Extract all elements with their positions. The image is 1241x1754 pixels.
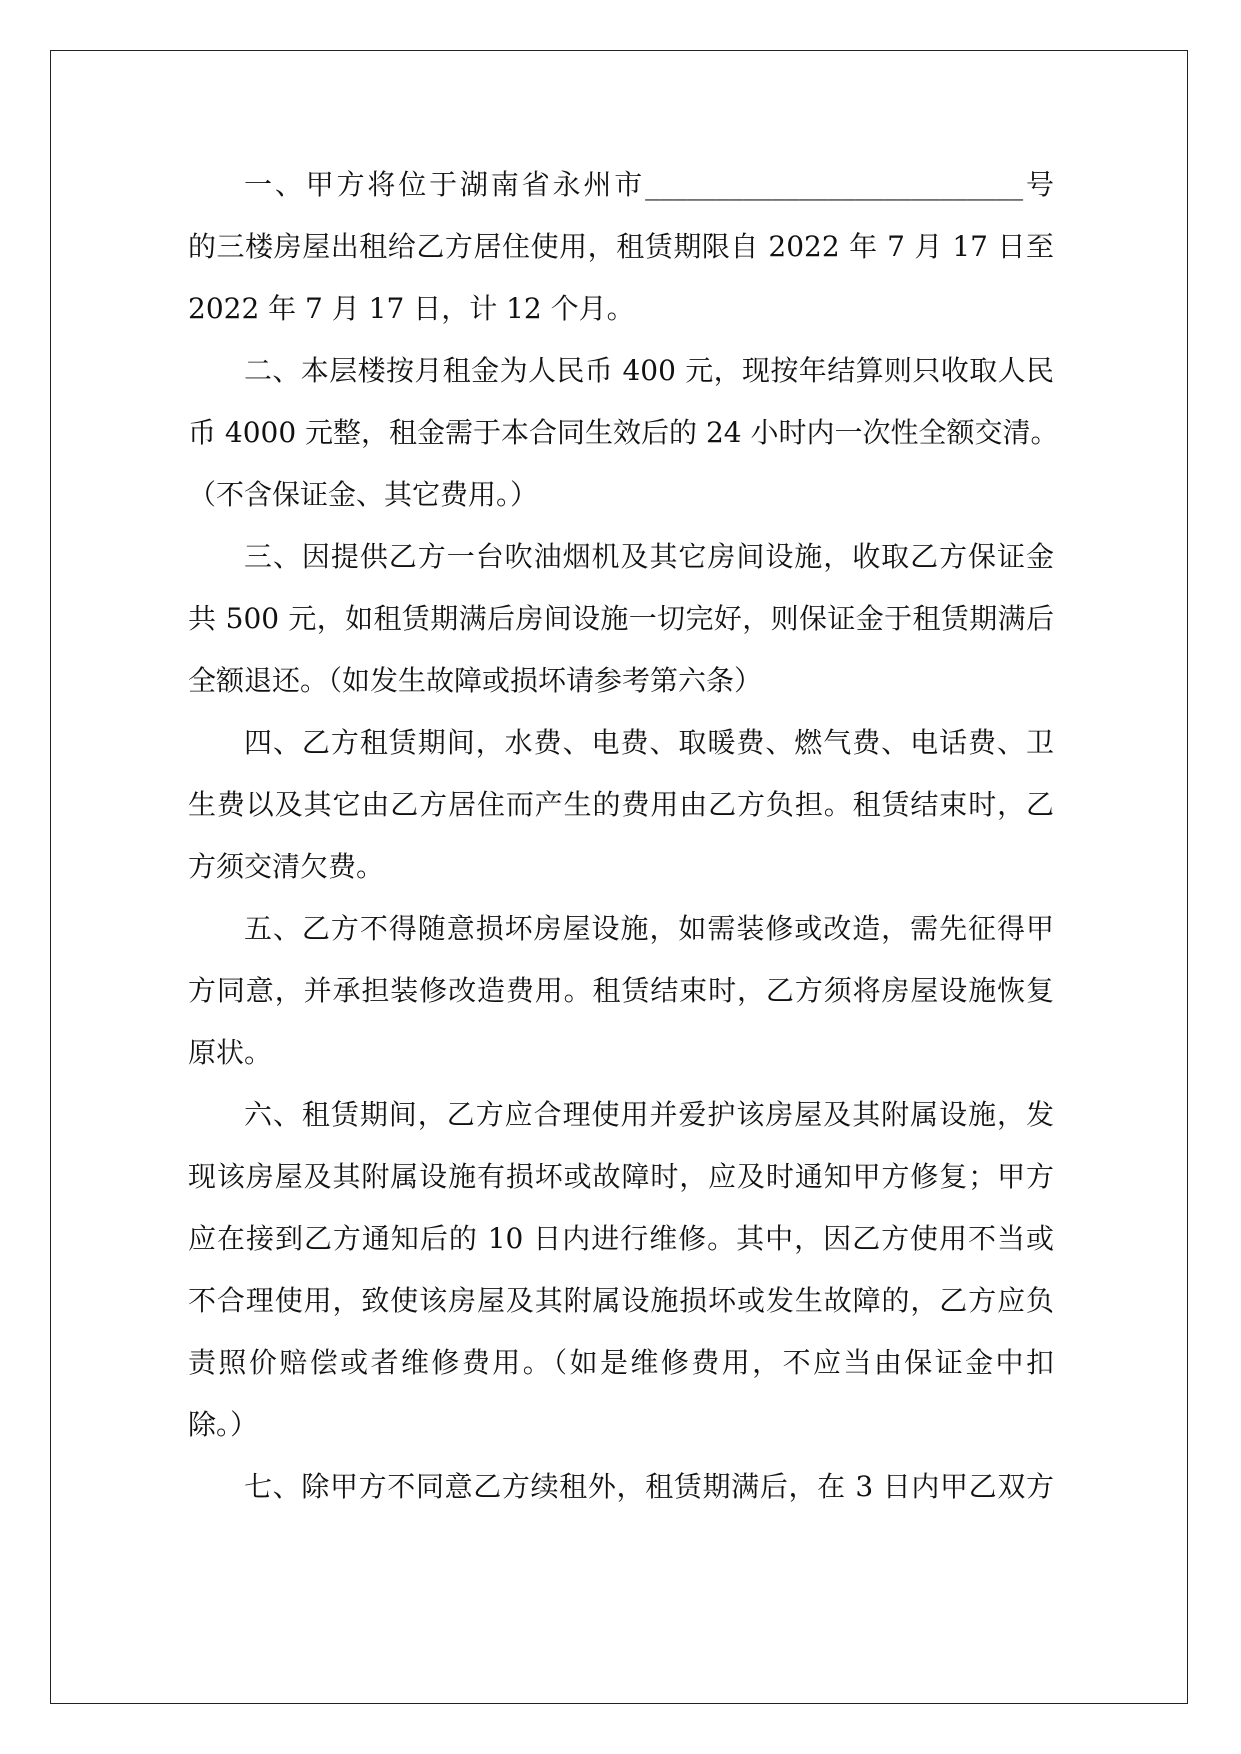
clause-3: [188, 526, 1054, 712]
clause-line: 共 500 元，如租赁期满后房间设施一切完好，则保证金于租赁期满后: [188, 602, 1054, 635]
clause-line: 二、本层楼按月租金为人民币 400 元，现按年结算则只收取人民: [244, 354, 1054, 387]
clause-line: 四、乙方租赁期间，水费、电费、取暖费、燃气费、电话费、卫: [244, 726, 1054, 759]
clause-line: 原状。: [188, 1036, 273, 1069]
clause-1: [188, 154, 1054, 340]
clause-line: 一、甲方将位于湖南省永州市___________________________号: [244, 168, 1054, 201]
clause-line: 生费以及其它由乙方居住而产生的费用由乙方负担。租赁结束时，乙: [188, 788, 1054, 821]
clause-line: 责照价赔偿或者维修费用。（如是维修费用，不应当由保证金中扣: [188, 1346, 1054, 1379]
clause-line: 方须交清欠费。: [188, 850, 385, 883]
clause-line: 方同意，并承担装修改造费用。租赁结束时，乙方须将房屋设施恢复: [188, 974, 1054, 1007]
clause-line: 五、乙方不得随意损坏房屋设施，如需装修或改造，需先征得甲: [244, 912, 1054, 945]
clause-line: 应在接到乙方通知后的 10 日内进行维修。其中，因乙方使用不当或: [188, 1222, 1054, 1255]
clause-line: 除。）: [188, 1408, 259, 1441]
clause-line: 2022 年 7 月 17 日，计 12 个月。: [188, 292, 635, 325]
clause-line: 现该房屋及其附属设施有损坏或故障时，应及时通知甲方修复；甲方: [188, 1160, 1054, 1193]
clause-5: [188, 898, 1054, 1084]
clause-7: [188, 1456, 1054, 1518]
contract-body: [188, 154, 1059, 1518]
clause-2: [188, 340, 1059, 526]
clause-line: 全额退还。（如发生故障或损坏请参考第六条）: [188, 664, 763, 697]
clause-line: 不合理使用，致使该房屋及其附属设施损坏或发生故障的，乙方应负: [188, 1284, 1054, 1317]
clause-line: 币 4000 元整，租金需于本合同生效后的 24 小时内一次性全额交清。: [188, 416, 1059, 449]
clause-6: [188, 1084, 1054, 1456]
clause-line: 的三楼房屋出租给乙方居住使用，租赁期限自 2022 年 7 月 17 日至: [188, 230, 1054, 263]
clause-line: 三、因提供乙方一台吹油烟机及其它房间设施，收取乙方保证金: [244, 540, 1054, 573]
clause-line: 六、租赁期间，乙方应合理使用并爱护该房屋及其附属设施，发: [244, 1098, 1054, 1131]
clause-4: [188, 712, 1054, 898]
clause-line: （不含保证金、其它费用。）: [188, 478, 539, 511]
clause-line: 七、除甲方不同意乙方续租外，租赁期满后，在 3 日内甲乙双方: [244, 1470, 1054, 1503]
